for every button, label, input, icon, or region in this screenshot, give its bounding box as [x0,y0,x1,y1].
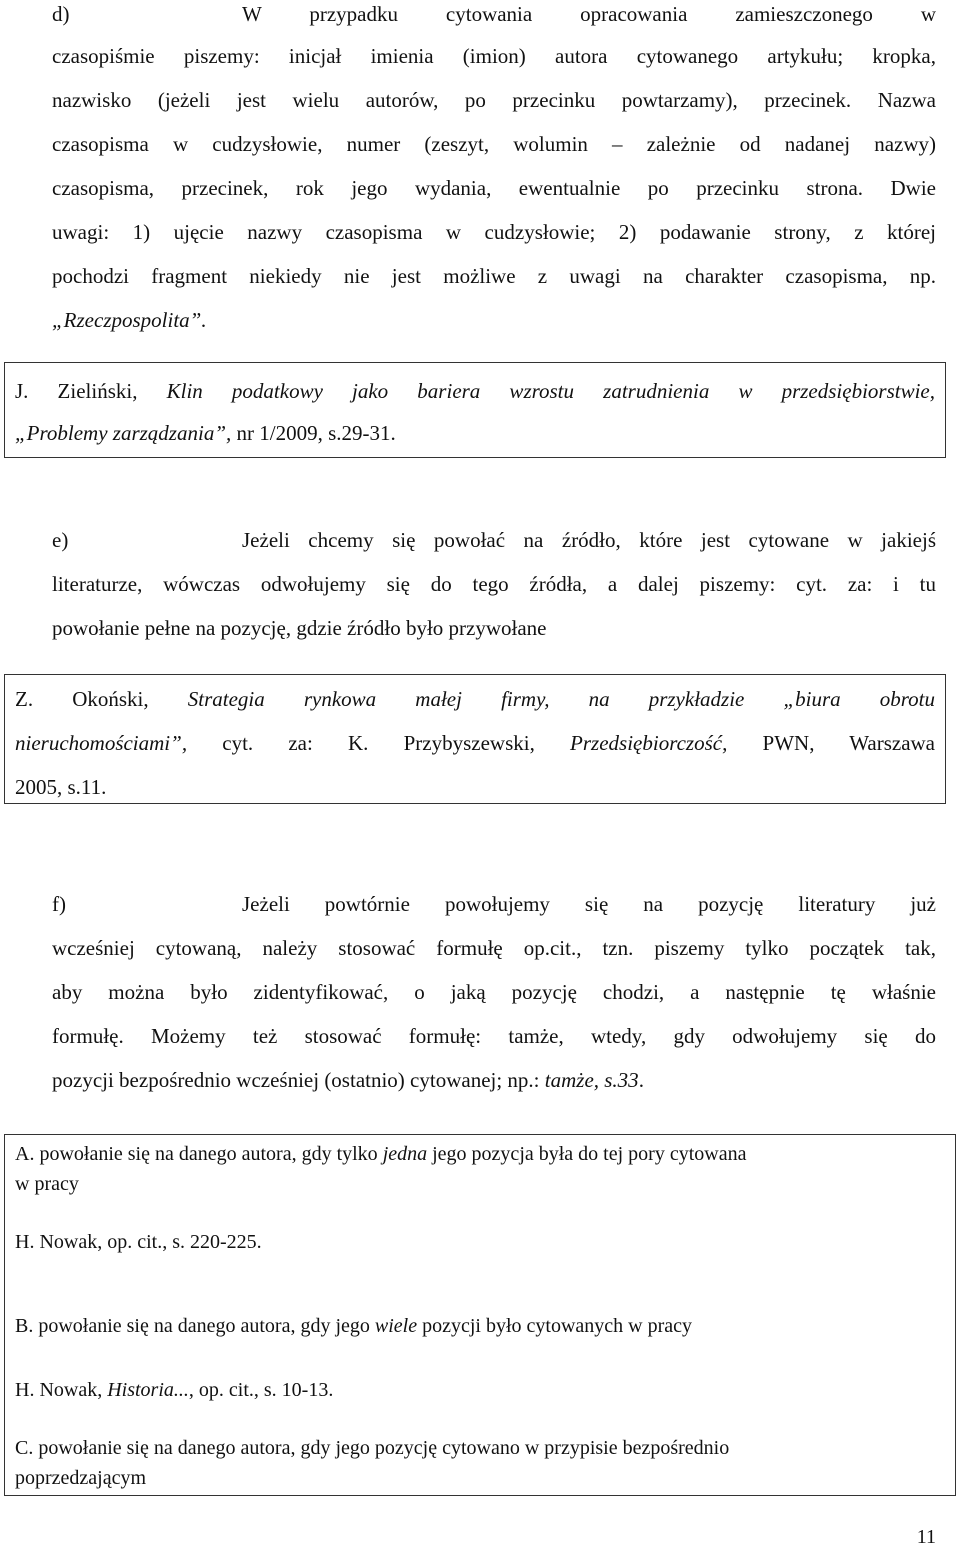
paragraph-line: uwagi: 1) ujęcie nazwy czasopisma w cudzysłowie; 2) podawanie strony, z której [52,220,936,244]
paragraph-line: pozycji bezpośrednio wcześniej (ostatnio) cytowanej; np.: tamże, s.33. [52,1068,644,1092]
paragraph-line: czasopiśmie piszemy: inicjał imienia (imion) autora cytowanego artykułu; kropka, [52,44,936,68]
summary-item-a: A. powołanie się na danego autora, gdy tylko jedna jego pozycja była do tej pory cytowana [15,1143,747,1165]
paragraph-line: Jeżeli chcemy się powołać na źródło, które jest cytowane w jakiejś [242,528,936,552]
paragraph-line: formułę. Możemy też stosować formułę: tamże, wtedy, gdy odwołujemy się do [52,1024,936,1048]
paragraph-line: pochodzi fragment niekiedy nie jest możliwe z uwagi na charakter czasopisma, np. [52,264,936,288]
section-label: d) [52,2,70,26]
summary-item-b: B. powołanie się na danego autora, gdy jego wiele pozycji było cytowanych w pracy [15,1315,693,1337]
example-box-d [4,362,946,458]
example-line: J. Zieliński, Klin podatkowy jako bariera wzrostu zatrudnienia w przedsiębiorstwie, [15,379,935,403]
paragraph-line: literaturze, wówczas odwołujemy się do tego źródła, a dalej piszemy: cyt. za: i tu [52,572,936,596]
summary-item-c-cont: poprzedzającym [15,1467,147,1489]
summary-item-a-cont: w pracy [15,1173,79,1195]
example-line: 2005, s.11. [15,775,107,799]
paragraph-line: powołanie pełne na pozycję, gdzie źródło było przywołane [52,616,547,640]
paragraph-line: czasopisma, przecinek, rok jego wydania, ewentualnie po przecinku strona. Dwie [52,176,936,200]
paragraph-line: czasopisma w cudzysłowie, numer (zeszyt, wolumin – zależnie od nadanej nazwy) [52,132,936,156]
paragraph-line: nazwisko (jeżeli jest wielu autorów, po przecinku powtarzamy), przecinek. Nazwa [52,88,936,112]
example-line: „Problemy zarządzania”, nr 1/2009, s.29-31. [15,421,396,445]
page-number: 11 [916,1526,936,1548]
section-label: f) [52,892,66,916]
summary-example-b: H. Nowak, Historia..., op. cit., s. 10-13. [15,1379,334,1401]
example-line: Z. Okoński, Strategia rynkowa małej firmy, na przykładzie „biura obrotu [15,687,936,711]
paragraph-line: „Rzeczpospolita”. [52,308,207,332]
section-label: e) [52,528,69,552]
example-line: nieruchomościami”, cyt. za: K. Przybyszewski, Przedsiębiorczość, PWN, Warszawa [15,731,936,755]
paragraph-line: wcześniej cytowaną, należy stosować formułę op.cit., tzn. piszemy tylko początek tak, [52,936,936,960]
summary-example-a: H. Nowak, op. cit., s. 220-225. [15,1231,262,1253]
example-box-e [4,674,946,804]
summary-box [4,1134,956,1496]
paragraph-line: aby można było zidentyfikować, o jaką pozycję chodzi, a następnie tę właśnie [52,980,936,1004]
summary-item-c: C. powołanie się na danego autora, gdy jego pozycję cytowano w przypisie bezpośrednio [15,1437,730,1459]
paragraph-line: W przypadku cytowania opracowania zamieszczonego w [242,2,936,26]
paragraph-line: Jeżeli powtórnie powołujemy się na pozycję literatury już [242,892,936,916]
